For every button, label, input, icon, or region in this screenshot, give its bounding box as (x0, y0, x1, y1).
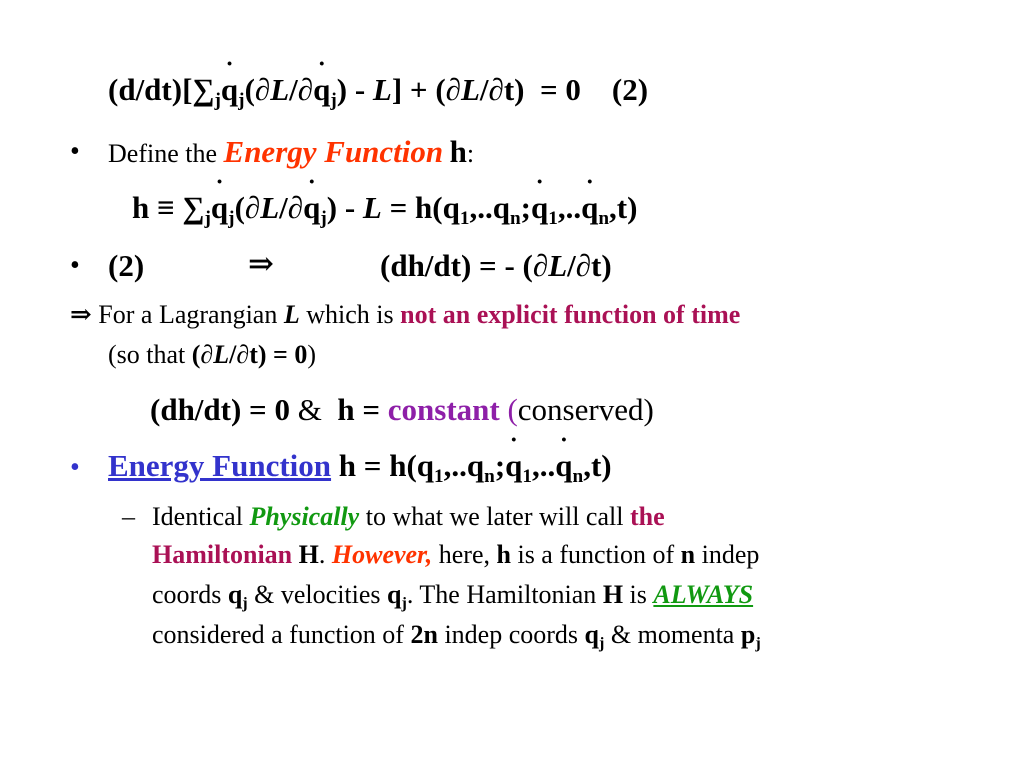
h-definition: $h \equiv \sum_jq$ $˙_j(\partial L/\partial q$ $˙_j$) - $L = h(q_1,..q_n;q$ $˙_1,..q$ $˙_n,t$) (132, 190, 637, 226)
energy-function-link: Energy Function (108, 448, 332, 483)
subitem-line-4: considered a function of 2n indep coords $q_j$ & momenta $p_j$ (152, 620, 761, 653)
energy-function-definition: Energy Function $h = h(q_1,..q_n;q$ $˙_1,..q$ $˙_n,t$) (108, 448, 612, 484)
sub-bullet-dash: – (122, 502, 135, 531)
implies-arrow: ⇒ (248, 246, 274, 281)
implication-num: (2) (108, 248, 145, 283)
implication-result: (dh/dt) = - (∂L/∂t) (380, 248, 612, 283)
define-energy-function: Define the Energy Function h: (108, 134, 475, 169)
subitem-line-2: Hamiltonian H. However, here, h is a function of n indep (152, 540, 760, 569)
equation-2: $(d/dt)[\sum_jq$ $˙_j(\partial L/\partial q$ $˙_j) - L] + (\partial L/\partial t) = 0$ (2) (108, 72, 648, 108)
conserved-line: (dh/dt) = 0 & h = constant (conserved) (150, 392, 654, 427)
bullet-define: • (70, 136, 80, 167)
lagrangian-condition: (so that (∂L/∂t) = 0) (108, 340, 317, 369)
bullet-energy-function: • (70, 452, 80, 483)
bullet-implication: • (70, 250, 80, 281)
lagrangian-statement: ⇒ For a Lagrangian L which is not an explicit function of time (70, 300, 741, 329)
subitem-line-3: coords $q_j$ & velocities $q_j$. The Hamiltonian H is ALWAYS (152, 580, 754, 613)
subitem-line-1: Identical Physically to what we later will call the (152, 502, 665, 531)
